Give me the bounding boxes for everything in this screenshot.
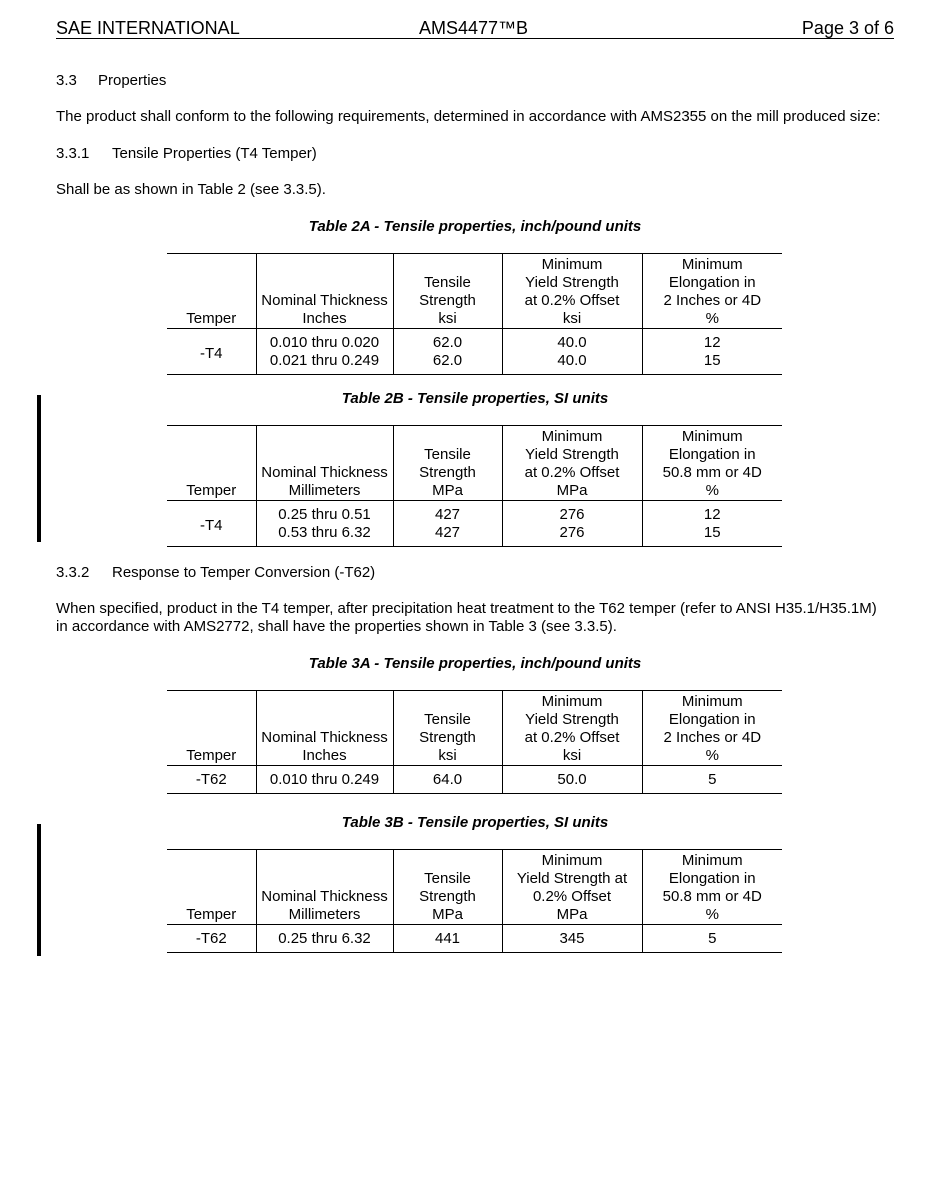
- table-row: [167, 352, 782, 375]
- column-header: [167, 426, 256, 501]
- section-number: 3.3.1: [56, 145, 90, 162]
- table-row: [167, 501, 782, 525]
- column-header-line: ksi: [438, 310, 457, 327]
- column-header-line: Yield Strength: [525, 274, 619, 291]
- section-title: Properties: [98, 72, 167, 89]
- column-header-line: 50.8 mm or 4D: [662, 464, 762, 481]
- column-header-line: Minimum: [541, 256, 603, 273]
- column-header-line: Strength: [419, 888, 476, 905]
- section-3-3-paragraph: The product shall conform to the following requirements, determined in accordance with AMS2355 on the mill produced size:: [56, 108, 881, 125]
- temper-cell: -T4: [167, 501, 256, 547]
- table-cell: 427: [393, 524, 502, 547]
- column-header: [393, 850, 502, 925]
- table-cell: 0.25 thru 0.51: [256, 501, 393, 525]
- column-header-line: %: [705, 482, 719, 499]
- column-header-line: Elongation in: [668, 711, 756, 728]
- column-header: [256, 254, 393, 329]
- header-doc-id: AMS4477™B: [419, 18, 529, 38]
- table-cell: 0.021 thru 0.249: [256, 352, 393, 375]
- table-cell: 15: [642, 352, 782, 375]
- column-header: [642, 426, 782, 501]
- column-header-line: Minimum: [681, 693, 743, 710]
- section-3-3-2-heading: [56, 564, 906, 582]
- table-3b-caption: Table 3B - Tensile properties, SI units: [341, 814, 609, 831]
- table-cell: 441: [393, 925, 502, 953]
- temper-cell: -T4: [167, 329, 256, 375]
- column-header-line: at 0.2% Offset: [524, 729, 620, 746]
- column-header-line: Millimeters: [288, 482, 361, 499]
- column-header-line: Temper: [186, 906, 237, 923]
- section-3-3-1-heading: [56, 145, 906, 163]
- table-row: [167, 329, 782, 353]
- table-cell: 276: [502, 524, 642, 547]
- column-header-line: Temper: [186, 310, 237, 327]
- table-cell: 64.0: [393, 766, 502, 794]
- column-header-line: ksi: [438, 747, 457, 764]
- column-header-line: Nominal Thickness: [261, 464, 388, 481]
- column-header-line: 2 Inches or 4D: [663, 292, 762, 309]
- column-header-line: MPa: [556, 482, 588, 499]
- table-cell: 62.0: [393, 329, 502, 353]
- table-2a-caption: Table 2A - Tensile properties, inch/pound units: [308, 218, 642, 235]
- table-row: [167, 766, 782, 794]
- column-header-line: %: [705, 747, 719, 764]
- column-header-line: at 0.2% Offset: [524, 464, 620, 481]
- header-row: [167, 426, 782, 501]
- column-header-line: Yield Strength: [525, 446, 619, 463]
- column-header-line: ksi: [562, 310, 582, 327]
- header-org: SAE INTERNATIONAL: [56, 18, 240, 38]
- table-3b: [167, 849, 782, 953]
- table-cell: 50.0: [502, 766, 642, 794]
- table-row: [167, 925, 782, 953]
- header-row: [167, 850, 782, 925]
- column-header-line: Inches: [302, 747, 347, 764]
- table-cell: 276: [502, 501, 642, 525]
- column-header-line: %: [705, 906, 719, 923]
- column-header: [502, 691, 642, 766]
- table-cell: 12: [642, 329, 782, 353]
- table-2b-caption: Table 2B - Tensile properties, SI units: [341, 390, 609, 407]
- column-header: [393, 254, 502, 329]
- section-3-3-1-paragraph: Shall be as shown in Table 2 (see 3.3.5).: [56, 181, 326, 198]
- table-cell: -T62: [167, 925, 256, 953]
- table-cell: 5: [642, 766, 782, 794]
- table-3a-caption: Table 3A - Tensile properties, inch/pound units: [308, 655, 642, 672]
- column-header: [256, 426, 393, 501]
- table-cell: 5: [642, 925, 782, 953]
- column-header-line: Elongation in: [668, 274, 756, 291]
- section-number: 3.3.2: [56, 564, 90, 581]
- column-header-line: Millimeters: [288, 906, 361, 923]
- table-cell: 345: [502, 925, 642, 953]
- table-cell: 427: [393, 501, 502, 525]
- column-header-line: Nominal Thickness: [261, 888, 388, 905]
- page-header: [56, 16, 894, 39]
- column-header: [167, 850, 256, 925]
- header-row: [167, 254, 782, 329]
- column-header-line: Temper: [186, 482, 237, 499]
- column-header: [393, 426, 502, 501]
- column-header-line: at 0.2% Offset: [524, 292, 620, 309]
- header-row: [167, 691, 782, 766]
- column-header-line: Elongation in: [668, 870, 756, 887]
- column-header: [502, 850, 642, 925]
- column-header: [502, 426, 642, 501]
- column-header-line: Tensile: [424, 870, 471, 887]
- column-header-line: Nominal Thickness: [261, 729, 388, 746]
- table-cell: 40.0: [502, 329, 642, 353]
- column-header-line: 0.2% Offset: [532, 888, 612, 905]
- column-header-line: Minimum: [681, 852, 743, 869]
- column-header: [256, 691, 393, 766]
- column-header: [167, 691, 256, 766]
- table-cell: 0.53 thru 6.32: [256, 524, 393, 547]
- column-header-line: %: [705, 310, 719, 327]
- column-header-line: Tensile: [424, 446, 471, 463]
- column-header-line: MPa: [556, 906, 588, 923]
- column-header-line: Temper: [186, 747, 237, 764]
- section-title: Tensile Properties (T4 Temper): [112, 145, 317, 162]
- column-header-line: 50.8 mm or 4D: [662, 888, 762, 905]
- column-header: [167, 254, 256, 329]
- column-header-line: 2 Inches or 4D: [663, 729, 762, 746]
- column-header: [642, 254, 782, 329]
- table-cell: 0.25 thru 6.32: [256, 925, 393, 953]
- section-3-3-heading: [56, 72, 906, 90]
- column-header-line: Minimum: [681, 428, 743, 445]
- column-header: [256, 850, 393, 925]
- column-header-line: ksi: [562, 747, 582, 764]
- section-title: Response to Temper Conversion (-T62): [112, 564, 376, 581]
- column-header-line: Minimum: [681, 256, 743, 273]
- revision-bar: [37, 824, 41, 956]
- section-3-3-2-paragraph-line-1: When specified, product in the T4 temper, after precipitation heat treatment to the T62 temper (refer to ANSI H35.1/H35.1M): [56, 600, 877, 617]
- table-cell: 0.010 thru 0.249: [256, 766, 393, 794]
- table-cell: 40.0: [502, 352, 642, 375]
- column-header-line: MPa: [432, 906, 463, 923]
- column-header-line: Tensile: [424, 711, 471, 728]
- table-cell: 12: [642, 501, 782, 525]
- column-header-line: Yield Strength at: [516, 870, 628, 887]
- column-header-line: MPa: [432, 482, 463, 499]
- column-header-line: Yield Strength: [525, 711, 619, 728]
- column-header: [502, 254, 642, 329]
- header-page-number: Page 3 of 6: [801, 18, 894, 38]
- column-header-line: Strength: [419, 464, 476, 481]
- table-cell: -T62: [167, 766, 256, 794]
- table-3a: [167, 690, 782, 794]
- table-2b: [167, 425, 782, 547]
- column-header-line: Tensile: [424, 274, 471, 291]
- column-header-line: Inches: [302, 310, 347, 327]
- column-header-line: Minimum: [541, 693, 603, 710]
- section-3-3-2-paragraph-line-2: in accordance with AMS2772, shall have the properties shown in Table 3 (see 3.3.5).: [56, 618, 617, 635]
- table-row: [167, 524, 782, 547]
- column-header-line: Nominal Thickness: [261, 292, 388, 309]
- column-header-line: Strength: [419, 729, 476, 746]
- table-2a: [167, 253, 782, 375]
- revision-bar: [37, 395, 41, 542]
- table-cell: 15: [642, 524, 782, 547]
- column-header-line: Minimum: [541, 852, 603, 869]
- column-header: [393, 691, 502, 766]
- column-header-line: Elongation in: [668, 446, 756, 463]
- column-header-line: Minimum: [541, 428, 603, 445]
- column-header-line: Strength: [419, 292, 476, 309]
- section-number: 3.3: [56, 72, 77, 89]
- table-cell: 62.0: [393, 352, 502, 375]
- column-header: [642, 850, 782, 925]
- table-cell: 0.010 thru 0.020: [256, 329, 393, 353]
- column-header: [642, 691, 782, 766]
